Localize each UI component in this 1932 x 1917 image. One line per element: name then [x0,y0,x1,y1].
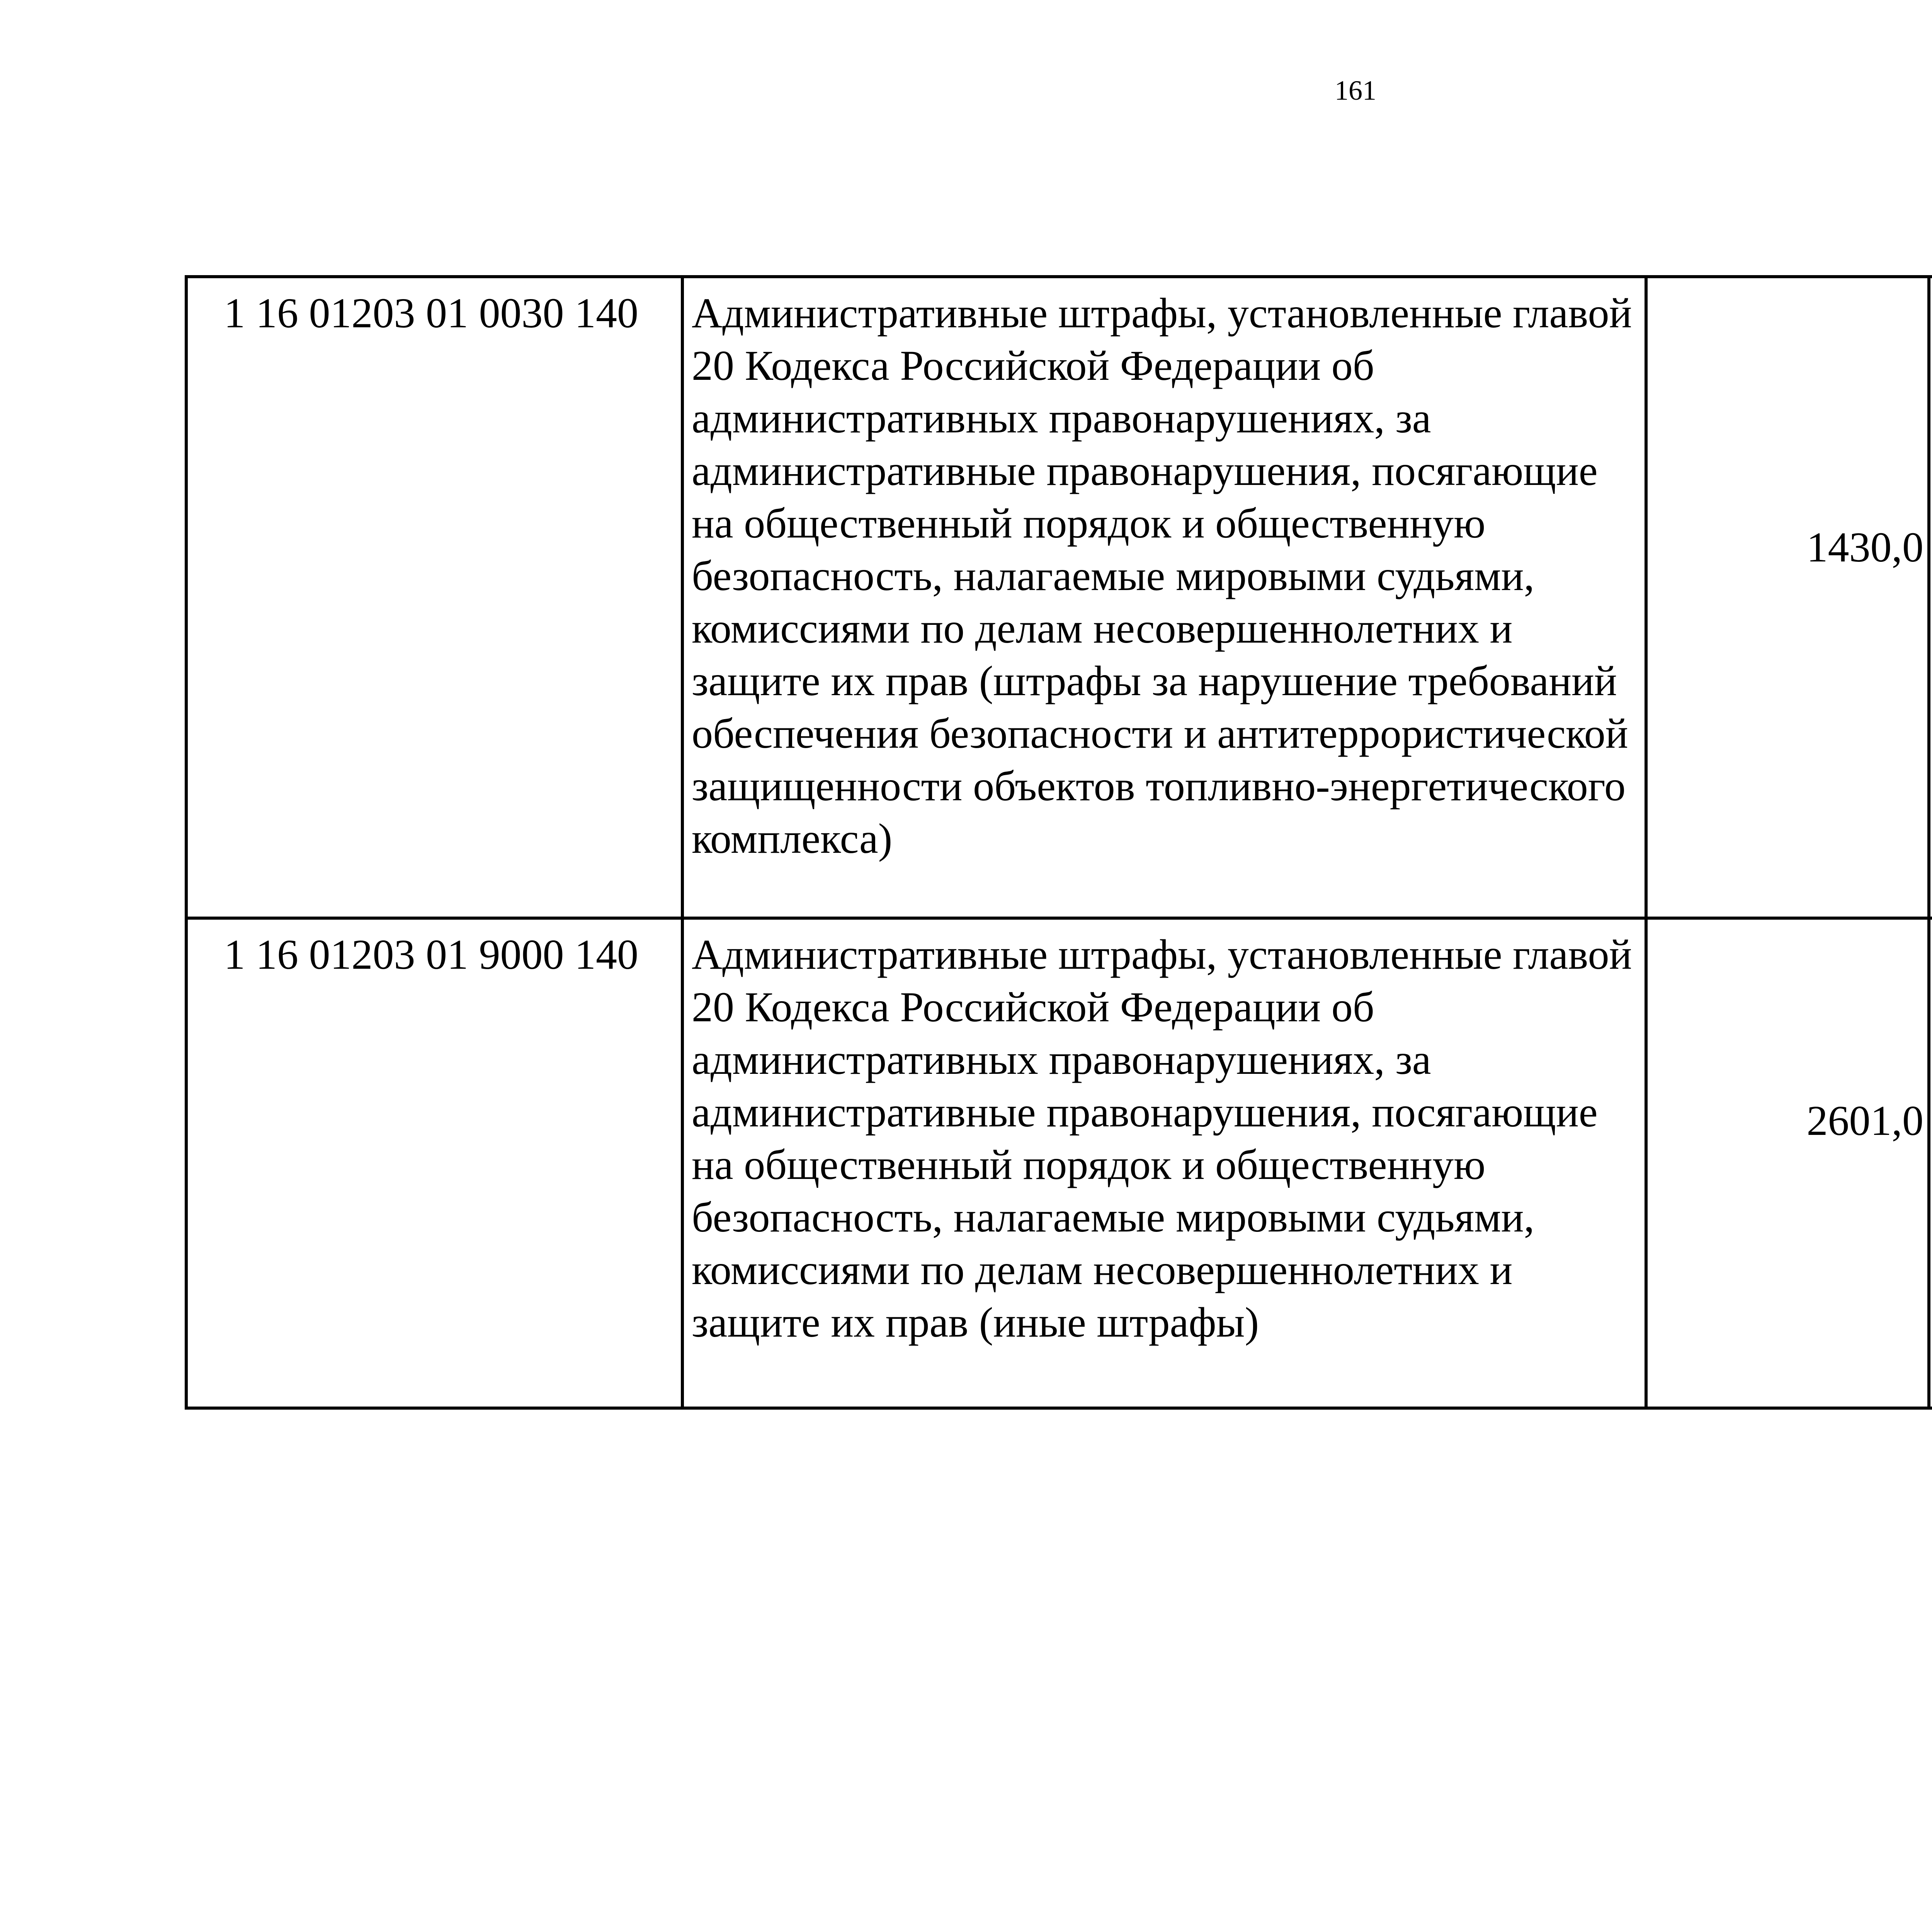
amount-cell [1929,918,1932,1408]
budget-table [185,275,1932,1410]
table-row [186,918,1932,1408]
amount-cell: 1430,0 [1646,277,1929,918]
page-number: 161 [1335,75,1376,106]
budget-classification-code: 1 16 01203 01 0030 140 [186,277,682,918]
amount-cell [1929,277,1932,918]
income-description: Административные штрафы, установленные главой 20 Кодекса Российской Федерации об административных правонарушениях, за административные правонарушения, посягающие на общественный порядок и общественную безопасность, налагаемые мировыми судьями, комиссиями по делам несовершеннолетних и защите их прав (штрафы за нарушение требований обеспечения безопасности и антитеррористической защищенности объектов топливно-энергетического комплекса) [682,277,1646,918]
income-description: Административные штрафы, установленные главой 20 Кодекса Российской Федерации об административных правонарушениях, за административные правонарушения, посягающие на общественный порядок и общественную безопасность, налагаемые мировыми судьями, комиссиями по делам несовершеннолетних и защите их прав (иные штрафы) [682,918,1646,1408]
budget-classification-code: 1 16 01203 01 9000 140 [186,918,682,1408]
table-row [186,277,1932,918]
amount-cell: 2601,0 [1646,918,1929,1408]
